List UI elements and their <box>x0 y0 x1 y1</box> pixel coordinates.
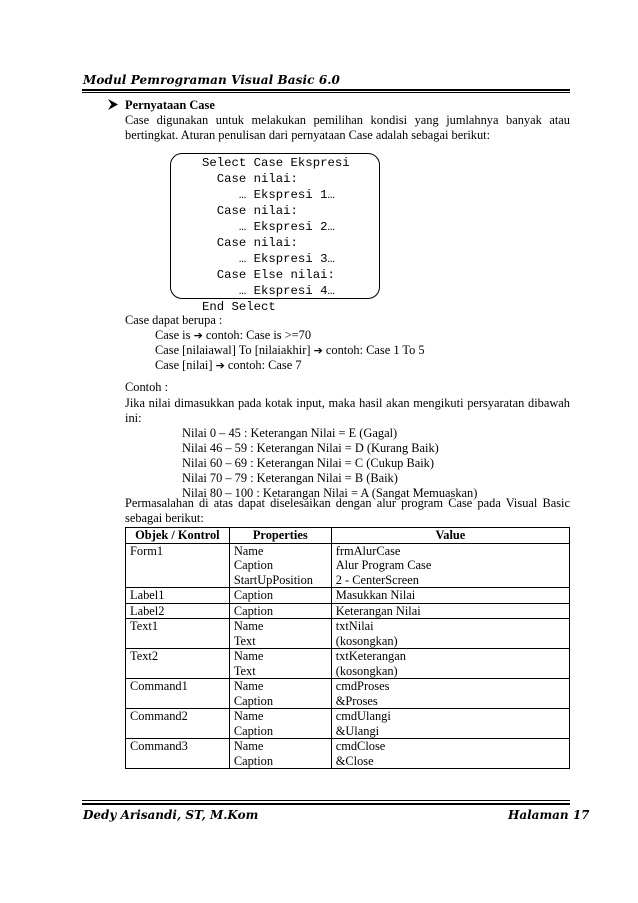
case-form-lead: Case [nilai] <box>155 358 213 372</box>
property-value: frmAlurCase <box>335 543 401 558</box>
column-header-properties: Properties <box>229 528 331 544</box>
cell-values <box>331 588 569 604</box>
code-line: … Ekspresi 3… <box>202 252 335 266</box>
property-name: Caption <box>233 588 274 602</box>
case-form-item <box>155 328 425 343</box>
code-line: Select Case Ekspresi <box>202 156 350 170</box>
grade-rule: Nilai 80 – 100 : Ketarangan Nilai = A (Sangat Memuaskan) <box>182 486 478 500</box>
grade-rule: Nilai 60 – 69 : Keterangan Nilai = C (Cukup Baik) <box>182 456 434 470</box>
table-row <box>126 679 570 709</box>
property-value: Alur Program Case <box>335 558 432 572</box>
property-name: StartUpPosition <box>233 572 313 587</box>
cell-object: Label1 <box>126 588 230 604</box>
cell-object: Command3 <box>126 739 230 769</box>
code-line: End Select <box>202 300 276 314</box>
cell-properties <box>229 588 331 604</box>
example-desc-line-1: Jika nilai dimasukkan pada kotak input, maka hasil akan mengikuti persyaratan dibawah <box>125 396 570 410</box>
footer-rule <box>82 803 570 805</box>
footer-author: Dedy Arisandi, ST, M.Kom <box>83 808 259 822</box>
case-form-example: contoh: Case 1 To 5 <box>325 343 425 357</box>
case-forms-title: Case dapat berupa : <box>125 313 223 327</box>
example-desc-line-2: ini: <box>125 411 142 425</box>
property-name: Name <box>233 649 264 663</box>
property-name: Caption <box>233 558 274 572</box>
header-title: Modul Pemrograman Visual Basic 6.0 <box>83 73 341 87</box>
intro-line-1: Case digunakan untuk melakukan pemilihan kondisi yang jumlahnya banyak atau <box>125 113 570 127</box>
grade-rule: Nilai 46 – 59 : Keterangan Nilai = D (Kurang Baik) <box>182 441 439 455</box>
table-row <box>126 709 570 739</box>
table-row <box>126 588 570 604</box>
property-value: cmdClose <box>335 739 386 753</box>
table-row <box>126 603 570 619</box>
case-form-item <box>155 343 425 358</box>
property-value: 2 - CenterScreen <box>335 572 419 587</box>
property-name: Caption <box>233 723 274 738</box>
property-value: &Proses <box>335 693 378 708</box>
cell-properties <box>229 649 331 679</box>
footer-page-number: Halaman 17 <box>508 808 590 822</box>
cell-values <box>331 739 569 769</box>
code-line: … Ekspresi 2… <box>202 220 335 234</box>
property-name: Text <box>233 633 256 648</box>
cell-object: Command1 <box>126 679 230 709</box>
property-value: Keterangan Nilai <box>335 603 421 618</box>
code-line: … Ekspresi 1… <box>202 188 335 202</box>
grade-rule: Nilai 0 – 45 : Keterangan Nilai = E (Gagal) <box>182 426 398 440</box>
table-row <box>126 649 570 679</box>
property-value: cmdUlangi <box>335 709 391 723</box>
header-rule <box>82 89 570 91</box>
property-name: Name <box>233 709 264 723</box>
case-form-lead: Case is <box>155 328 191 342</box>
case-form-example: contoh: Case is >=70 <box>205 328 312 342</box>
cell-properties <box>229 603 331 619</box>
cell-values <box>331 603 569 619</box>
property-value: txtKeterangan <box>335 649 406 663</box>
right-arrow-icon: ➔ <box>313 344 323 357</box>
arrow-bullet-icon <box>108 99 118 114</box>
right-arrow-icon: ➔ <box>193 329 203 342</box>
table-row <box>126 619 570 649</box>
cell-values <box>331 543 569 588</box>
property-name: Caption <box>233 603 274 618</box>
property-value: &Close <box>335 753 374 768</box>
property-name: Name <box>233 543 264 558</box>
intro-line-2: bertingkat. Aturan penulisan dari pernyataan Case adalah sebagai berikut: <box>125 128 491 142</box>
problem-line-2: sebagai berikut: <box>125 511 204 525</box>
case-forms-list <box>155 328 425 373</box>
property-value: Masukkan Nilai <box>335 588 416 602</box>
code-line: Case nilai: <box>202 172 298 186</box>
code-line: … Ekspresi 4… <box>202 284 335 298</box>
cell-values <box>331 619 569 649</box>
grade-rules-list <box>182 426 477 501</box>
header-rule-thin <box>82 92 570 93</box>
cell-properties <box>229 679 331 709</box>
code-line: Case nilai: <box>202 236 298 250</box>
property-value: cmdProses <box>335 679 390 693</box>
property-value: &Ulangi <box>335 723 380 738</box>
cell-object: Command2 <box>126 709 230 739</box>
property-name: Caption <box>233 753 274 768</box>
cell-values <box>331 709 569 739</box>
cell-object: Label2 <box>126 603 230 619</box>
cell-values <box>331 649 569 679</box>
cell-properties <box>229 709 331 739</box>
column-header-object: Objek / Kontrol <box>126 528 230 544</box>
property-name: Name <box>233 679 264 693</box>
code-line: Case nilai: <box>202 204 298 218</box>
cell-properties <box>229 619 331 649</box>
property-value: (kosongkan) <box>335 663 398 678</box>
case-form-example: contoh: Case 7 <box>227 358 302 372</box>
code-line: Case Else nilai: <box>202 268 335 282</box>
footer-rule-thin <box>82 800 570 801</box>
property-name: Text <box>233 663 256 678</box>
property-value: txtNilai <box>335 619 374 633</box>
cell-object: Text1 <box>126 619 230 649</box>
problem-line-1: Permasalahan di atas dapat diselesaikan dengan alur program Case pada Visual Basic <box>125 496 570 510</box>
properties-table <box>125 527 570 769</box>
cell-properties <box>229 543 331 588</box>
code-block <box>202 155 350 315</box>
cell-object: Text2 <box>126 649 230 679</box>
property-name: Name <box>233 619 264 633</box>
property-name: Name <box>233 739 264 753</box>
cell-object: Form1 <box>126 543 230 588</box>
cell-values <box>331 679 569 709</box>
grade-rule: Nilai 70 – 79 : Keterangan Nilai = B (Baik) <box>182 471 398 485</box>
property-name: Caption <box>233 693 274 708</box>
example-title: Contoh : <box>125 380 169 394</box>
right-arrow-icon: ➔ <box>215 359 225 372</box>
table-row <box>126 739 570 769</box>
property-value: (kosongkan) <box>335 633 398 648</box>
case-form-item <box>155 358 425 373</box>
case-form-lead: Case [nilaiawal] To [nilaiakhir] <box>155 343 311 357</box>
table-row <box>126 543 570 588</box>
table-header-row <box>126 528 570 544</box>
column-header-value: Value <box>331 528 569 544</box>
cell-properties <box>229 739 331 769</box>
section-heading: Pernyataan Case <box>125 98 215 112</box>
